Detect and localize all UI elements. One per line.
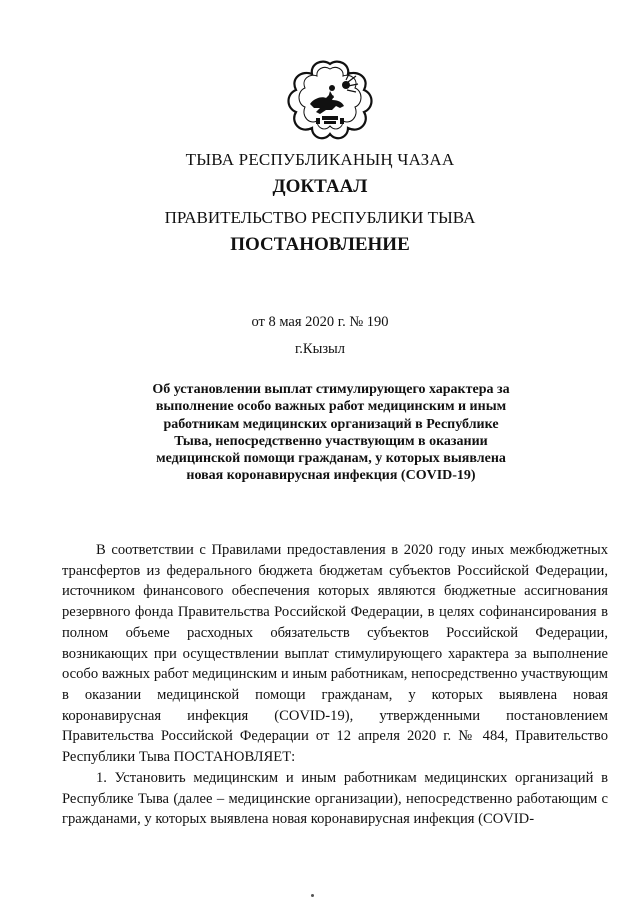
russian-government-name: ПРАВИТЕЛЬСТВО РЕСПУБЛИКИ ТЫВА [164, 208, 476, 227]
tuvan-government-name: ТЫВА РЕСПУБЛИКАНЫҢ ЧАЗАА [185, 150, 455, 169]
document-date-number: от 8 мая 2020 г. № 190 [251, 314, 389, 330]
tuvan-document-type: ДОКТААЛ [272, 176, 368, 197]
body-paragraph-1: В соответствии с Правилами предоставления в 2020 году иных межбюджетных трансфертов из федерального бюджета бюджетам субъектов Российской Федерации, источником финансового обеспечения которых являются бюджетные ассигнования резервного фонда Правительства Российской Федерации, в целях софинансирования в полном объеме расходных обязательств субъектов Российской Федерации, возникающих при осуществлении выплат стимулирующего характера за выполнение особо важных работ медицинским и иным работникам, непосредственно участвующим в оказании медицинской помощи гражданам, у которых выявлена новая коронавирусная инфекция (COVID-19), утвержденными постановлением Правительства Российской Федерации от 12 апреля 2020 г. № 484, Правительство Республики Тыва ПОСТАНОВЛЯЕТ: [62, 542, 608, 766]
coat-of-arms-icon [286, 60, 374, 140]
document-title: Об установлении выплат стимулирующего характера за выполнение особо важных работ медицинским и иным работникам медицинских организаций в Республике Тыва, непосредственно участвующим в оказании медицинской помощи гражданам, у которых выявлена новая коронавирусная инфекция (COVID-19) [152, 382, 510, 484]
russian-document-type: ПОСТАНОВЛЕНИЕ [230, 234, 410, 255]
body-paragraph-2: 1. Установить медицинским и иным работникам медицинских организаций в Республике Тыва (далее – медицинские организации), непосредственно работающим с гражданами, у которых выявлена новая коронавирусная инфекция (COVID- [62, 770, 608, 828]
document-city: г.Кызыл [294, 341, 346, 357]
page-mark [311, 894, 314, 897]
